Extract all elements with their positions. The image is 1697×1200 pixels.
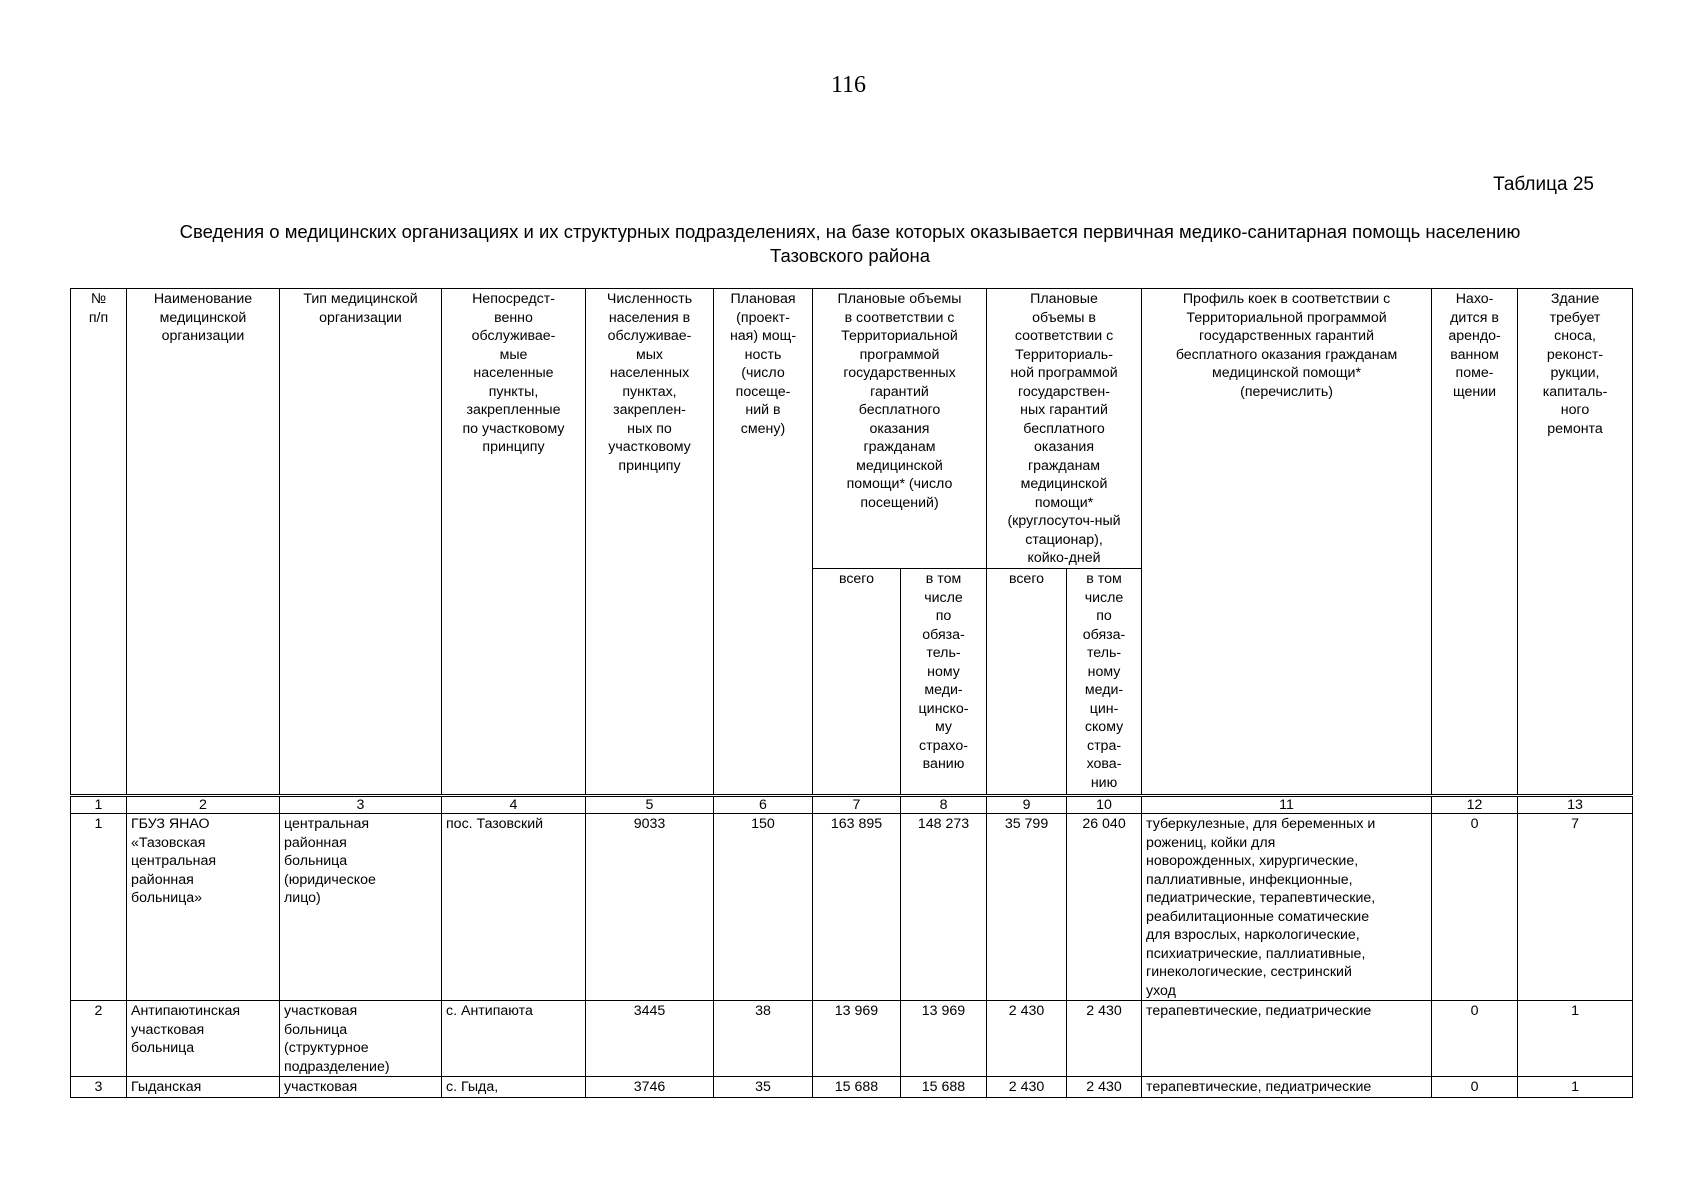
org-name: Гыданская	[127, 1077, 280, 1098]
header-planned-visits: Плановые объемы в соответствии с Территориальной программой государственных гарантий бесплатного оказания гражданам медицинской помощи* (число посещений)	[813, 289, 987, 569]
column-number: 8	[901, 796, 987, 814]
capacity: 150	[714, 814, 813, 1001]
bed-profiles: терапевтические, педиатрические	[1142, 1001, 1432, 1077]
visits-total: 163 895	[813, 814, 901, 1001]
visits-oms: 148 273	[901, 814, 987, 1001]
column-number: 9	[987, 796, 1067, 814]
organizations-table	[70, 288, 1633, 1098]
column-number: 1	[71, 796, 127, 814]
org-name: Антипаютинская участковая больница	[127, 1001, 280, 1077]
visits-total: 15 688	[813, 1077, 901, 1098]
header-planned-beddays: Плановые объемы в соответствии с Территориаль- ной программой государствен- ных гарантий бесплатного оказания гражданам медицинской помощи* (круглосуточ-ный стационар), койко-дней	[987, 289, 1142, 569]
beddays-oms: 2 430	[1067, 1077, 1142, 1098]
table-row	[71, 814, 1633, 1001]
rented: 0	[1432, 1077, 1518, 1098]
beddays-total: 35 799	[987, 814, 1067, 1001]
population: 3746	[586, 1077, 714, 1098]
row-num: 2	[71, 1001, 127, 1077]
building-status: 1	[1518, 1001, 1633, 1077]
header-org-type: Тип медицинской организации	[280, 289, 442, 796]
building-status: 1	[1518, 1077, 1633, 1098]
bed-profiles: терапевтические, педиатрические	[1142, 1077, 1432, 1098]
header-visits-total: всего	[813, 569, 901, 796]
header-bed-profiles: Профиль коек в соответствии с Территориальной программой государственных гарантий бесплатного оказания гражданам медицинской помощи* (перечислить)	[1142, 289, 1432, 796]
beddays-total: 2 430	[987, 1001, 1067, 1077]
org-name: ГБУЗ ЯНАО «Тазовская центральная районная больница»	[127, 814, 280, 1001]
column-numbers-row	[71, 796, 1633, 814]
table-row	[71, 1001, 1633, 1077]
rented: 0	[1432, 814, 1518, 1001]
visits-oms: 13 969	[901, 1001, 987, 1077]
header-population: Численность населения в обслуживае- мых населенных пунктах, закреплен- ных по участковому принципу	[586, 289, 714, 796]
rented: 0	[1432, 1001, 1518, 1077]
row-num: 1	[71, 814, 127, 1001]
capacity: 35	[714, 1077, 813, 1098]
table-row	[71, 1077, 1633, 1098]
column-number: 2	[127, 796, 280, 814]
column-number: 7	[813, 796, 901, 814]
header-capacity: Плановая (проект- ная) мощ- ность (число посеще- ний в смену)	[714, 289, 813, 796]
column-number: 6	[714, 796, 813, 814]
visits-oms: 15 688	[901, 1077, 987, 1098]
column-number: 3	[280, 796, 442, 814]
building-status: 7	[1518, 814, 1633, 1001]
column-number: 5	[586, 796, 714, 814]
capacity: 38	[714, 1001, 813, 1077]
beddays-oms: 26 040	[1067, 814, 1142, 1001]
column-number: 11	[1142, 796, 1432, 814]
header-rented: Нахо- дится в арендо- ванном поме- щении	[1432, 289, 1518, 796]
org-type: участковая	[280, 1077, 442, 1098]
visits-total: 13 969	[813, 1001, 901, 1077]
header-num: № п/п	[71, 289, 127, 796]
settlements: с. Антипаюта	[442, 1001, 586, 1077]
settlements: с. Гыда,	[442, 1077, 586, 1098]
header-org-name: Наименование медицинской организации	[127, 289, 280, 796]
settlements: пос. Тазовский	[442, 814, 586, 1001]
header-beddays-total: всего	[987, 569, 1067, 796]
header-visits-oms: в том числе по обяза- тель- ному меди- цинско- му страхо- ванию	[901, 569, 987, 796]
header-row-1	[71, 289, 1633, 569]
column-number: 13	[1518, 796, 1633, 814]
column-number: 12	[1432, 796, 1518, 814]
bed-profiles: туберкулезные, для беременных и рожениц, койки для новорожденных, хирургические, паллиативные, инфекционные, педиатрические, терапевтические, реабилитационные соматические для взрослых, наркологические, психиатрические, паллиативные, гинекологические, сестринский уход	[1142, 814, 1432, 1001]
header-building: Здание требует сноса, реконст- рукции, капиталь- ного ремонта	[1518, 289, 1633, 796]
table-label: Таблица 25	[1493, 174, 1594, 195]
org-type: центральная районная больница (юридическое лицо)	[280, 814, 442, 1001]
header-settlements: Непосредст- венно обслуживае- мые населенные пункты, закрепленные по участковому принципу	[442, 289, 586, 796]
document-title: Сведения о медицинских организациях и их структурных подразделениях, на базе которых оказывается первичная медико-санитарная помощь населению Тазовского района	[179, 221, 1521, 266]
beddays-oms: 2 430	[1067, 1001, 1142, 1077]
population: 3445	[586, 1001, 714, 1077]
page-number: 116	[830, 72, 867, 98]
column-number: 4	[442, 796, 586, 814]
org-type: участковая больница (структурное подразделение)	[280, 1001, 442, 1077]
header-beddays-oms: в том числе по обяза- тель- ному меди- цин- скому стра- хова- нию	[1067, 569, 1142, 796]
row-num: 3	[71, 1077, 127, 1098]
column-number: 10	[1067, 796, 1142, 814]
population: 9033	[586, 814, 714, 1001]
beddays-total: 2 430	[987, 1077, 1067, 1098]
